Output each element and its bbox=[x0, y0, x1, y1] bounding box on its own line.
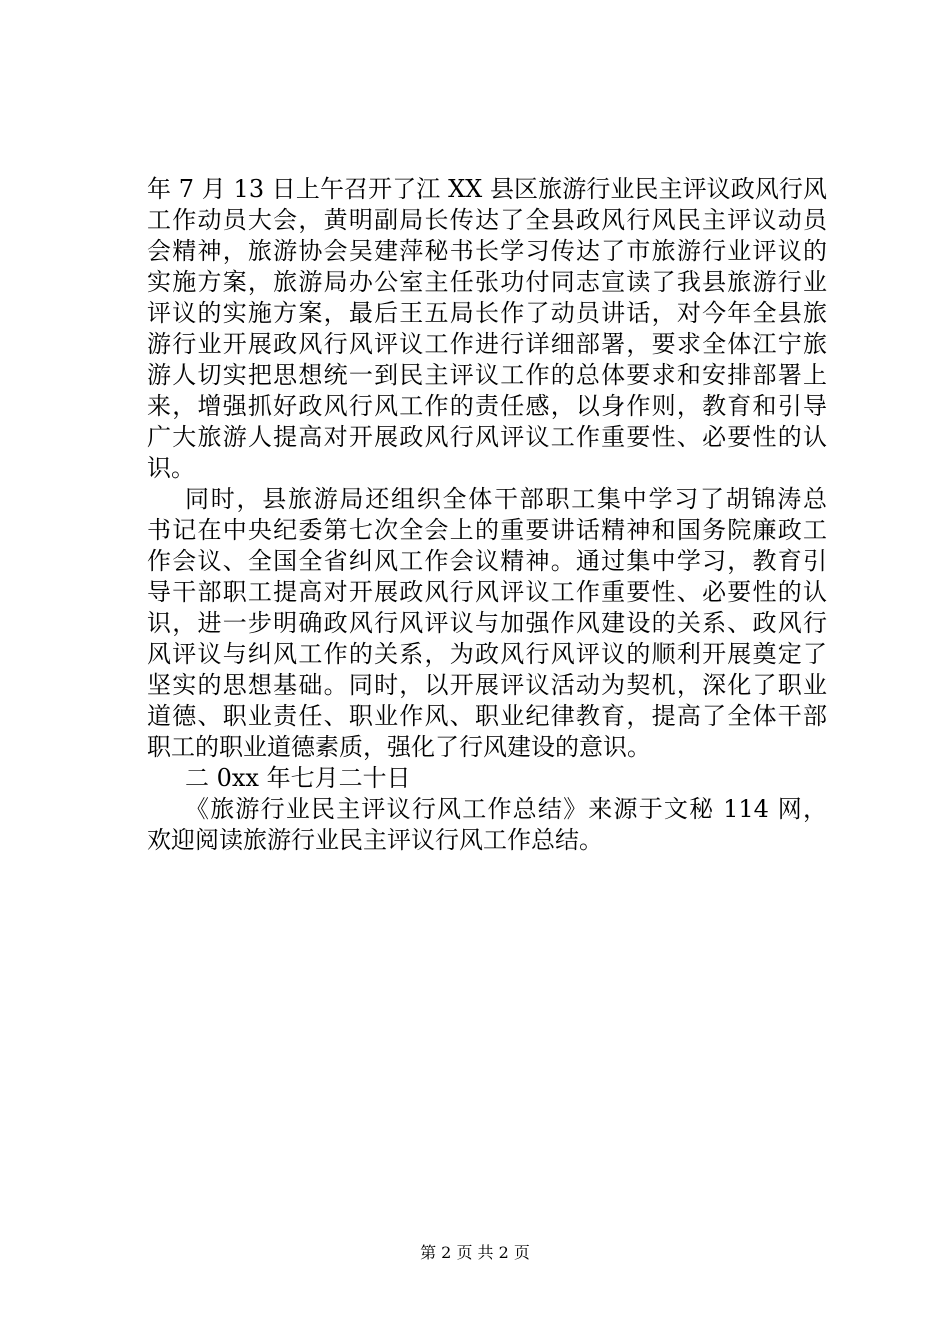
text-line: 来，增强抓好政风行风工作的责任感，以身作则，教育和引导 bbox=[147, 392, 827, 420]
text-line: 会精神，旅游协会吴建萍秘书长学习传达了市旅游行业评议的 bbox=[147, 237, 827, 265]
page-footer: 第 2 页 共 2 页 bbox=[420, 1243, 530, 1262]
text-line: 二 0xx 年七月二十日 bbox=[185, 764, 411, 792]
text-line: 作会议、全国全省纠风工作会议精神。通过集中学习，教育引 bbox=[147, 547, 827, 575]
text-line: 实施方案，旅游局办公室主任张功付同志宣读了我县旅游行业 bbox=[147, 268, 827, 296]
text-line: 游行业开展政风行风评议工作进行详细部署，要求全体江宁旅 bbox=[147, 330, 827, 358]
text-line: 坚实的思想基础。同时，以开展评议活动为契机，深化了职业 bbox=[147, 671, 827, 699]
paragraph-mobilization-meeting bbox=[147, 174, 827, 484]
text-line: 职工的职业道德素质，强化了行风建设的意识。 bbox=[147, 733, 651, 761]
text-line: 书记在中央纪委第七次全会上的重要讲话精神和国务院廉政工 bbox=[147, 516, 827, 544]
text-line: 《旅游行业民主评议行风工作总结》来源于文秘 114 网， bbox=[185, 795, 827, 823]
text-line: 识，进一步明确政风行风评议与加强作风建设的关系、政风行 bbox=[147, 609, 827, 637]
text-line: 年 7 月 13 日上午召开了江 XX 县区旅游行业民主评议政风行风 bbox=[147, 175, 827, 203]
paragraph-date bbox=[147, 763, 827, 794]
document-body bbox=[147, 174, 827, 856]
text-line: 道德、职业责任、职业作风、职业纪律教育，提高了全体干部 bbox=[147, 702, 827, 730]
paragraph-collective-study bbox=[147, 484, 827, 763]
paragraph-source-note bbox=[147, 794, 827, 856]
text-line: 导干部职工提高对开展政风行风评议工作重要性、必要性的认 bbox=[147, 578, 827, 606]
text-line: 游人切实把思想统一到民主评议工作的总体要求和安排部署上 bbox=[147, 361, 827, 389]
text-line: 评议的实施方案，最后王五局长作了动员讲话，对今年全县旅 bbox=[147, 299, 827, 327]
text-line: 工作动员大会，黄明副局长传达了全县政风行风民主评议动员 bbox=[147, 206, 827, 234]
text-line: 广大旅游人提高对开展政风行风评议工作重要性、必要性的认 bbox=[147, 423, 827, 451]
text-line: 风评议与纠风工作的关系，为政风行风评议的顺利开展奠定了 bbox=[147, 640, 827, 668]
text-line: 识。 bbox=[147, 454, 195, 482]
text-line: 同时，县旅游局还组织全体干部职工集中学习了胡锦涛总 bbox=[185, 485, 827, 513]
text-line: 欢迎阅读旅游行业民主评议行风工作总结。 bbox=[147, 826, 603, 854]
